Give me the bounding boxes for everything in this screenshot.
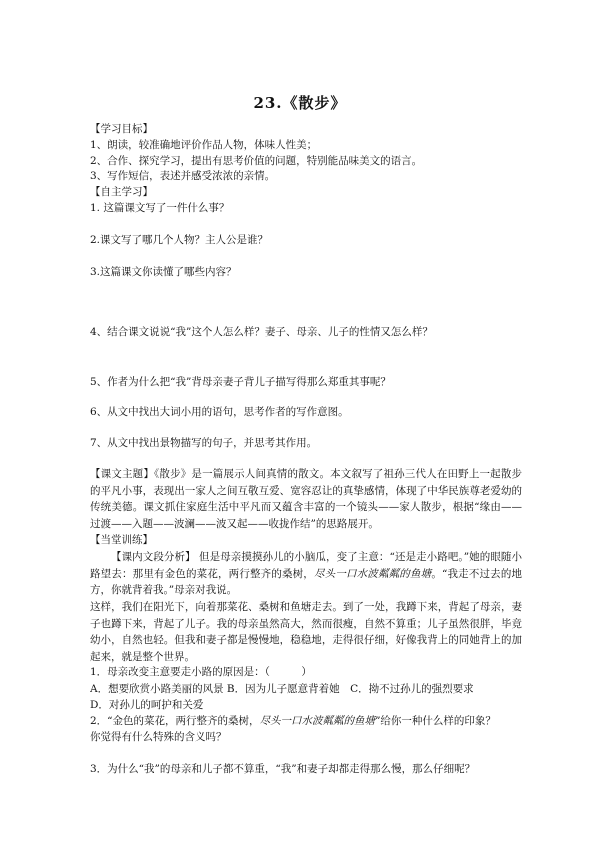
practice-q2-italic: 尽头一口水波粼粼的鱼塘: [259, 715, 376, 727]
theme-paragraph: 【课文主题】《散步》是一篇展示人间真情的散文。本文叙写了祖孙三代人在田野上一起散步的平凡小事，表现出一家人之间互敬互爱、宽容忍让的真挚感情，体现了中华民族尊老爱幼的传统美德。课文抓住家庭生活中平凡而又蕴含丰富的一个镜头——家人散步，根据“缘由——过渡——入题——波澜——波又起——收拢作结”的思路展开。: [90, 468, 522, 530]
analysis-p1-start: 【课内文段分析】 但是母亲摸摸孙儿的小脑瓜，变了主意：“还是走小路吧。”她的眼随小路望去：那里有金色的菜花，两行整齐的桑树，: [90, 551, 522, 580]
goal-item-3: 3、写作短信，表述并感受浓浓的亲情。: [90, 170, 276, 182]
question-5: 5、作者为什么把“我”背母亲妻子背儿子描写得那么郑重其事呢？: [90, 376, 391, 388]
practice-q1-options-abc: A．想要欣赏小路美丽的风景 B．因为儿子愿意背着她 C．拗不过孙儿的强烈要求: [90, 683, 474, 695]
question-7: 7、从文中找出景物描写的句子，并思考其作用。: [90, 437, 318, 449]
practice-question-2-cont: 你觉得有什么特殊的含义吗？: [90, 731, 227, 743]
page-title: 23.《散步》: [253, 94, 347, 112]
practice-q1-option-d: D．对孙儿的呵护和关爱: [90, 699, 204, 711]
question-2: 2.课文写了哪几个人物？主人公是谁？: [90, 234, 269, 246]
analysis-p1-italic: 尽头一口水波粼粼的鱼塘: [313, 567, 432, 580]
practice-q2-end: ”给你一种什么样的印象？: [375, 715, 496, 727]
goals-header: 【学习目标】: [90, 123, 153, 135]
analysis-paragraph-1: [90, 549, 522, 599]
practice-question-3: 3．为什么“我”的母亲和儿子都不算重，“我”和妻子却都走得那么慢，那么仔细呢？: [90, 763, 476, 775]
goal-item-1: 1、朗读，较准确地评价作品人物，体味人性美；: [90, 139, 318, 151]
practice-header: 【当堂训练】: [90, 534, 153, 546]
analysis-p1-end: 。“我走不过去的地方，你就背着我。”母亲对我说。: [90, 567, 523, 596]
question-1: 1. 这篇课文写了一件什么事？: [90, 202, 230, 214]
question-6: 6、从文中找出大词小用的语句，思考作者的写作意图。: [90, 406, 349, 418]
analysis-paragraph-2: 这样，我们在阳光下，向着那菜花、桑树和鱼塘走去。到了一处，我蹲下来，背起了母亲，妻子也蹲下来，背起了儿子。我的母亲虽然高大，然而很瘦，自然不算重；儿子虽然很胖，毕竟幼小，自然也轻。但我和妻子都是慢慢地，稳稳地，走得很仔细，好像我背上的同她背上的加起来，就是整个世界。: [90, 601, 522, 663]
practice-question-2: [90, 714, 530, 728]
practice-q2-start: 2．“金色的菜花，两行整齐的桑树，: [90, 715, 260, 727]
practice-question-1: 1．母亲改变主意要走小路的原因是：（ ）: [90, 666, 312, 678]
question-4: 4、结合课文说说“我”这个人怎么样？妻子、母亲、儿子的性情又怎么样？: [90, 326, 433, 338]
goal-item-2: 2、合作、探究学习，提出有思考价值的问题，特别能品味美文的语言。: [90, 155, 423, 167]
self-study-header: 【自主学习】: [90, 186, 153, 198]
question-3: 3.这篇课文你读懂了哪些内容？: [90, 266, 237, 278]
